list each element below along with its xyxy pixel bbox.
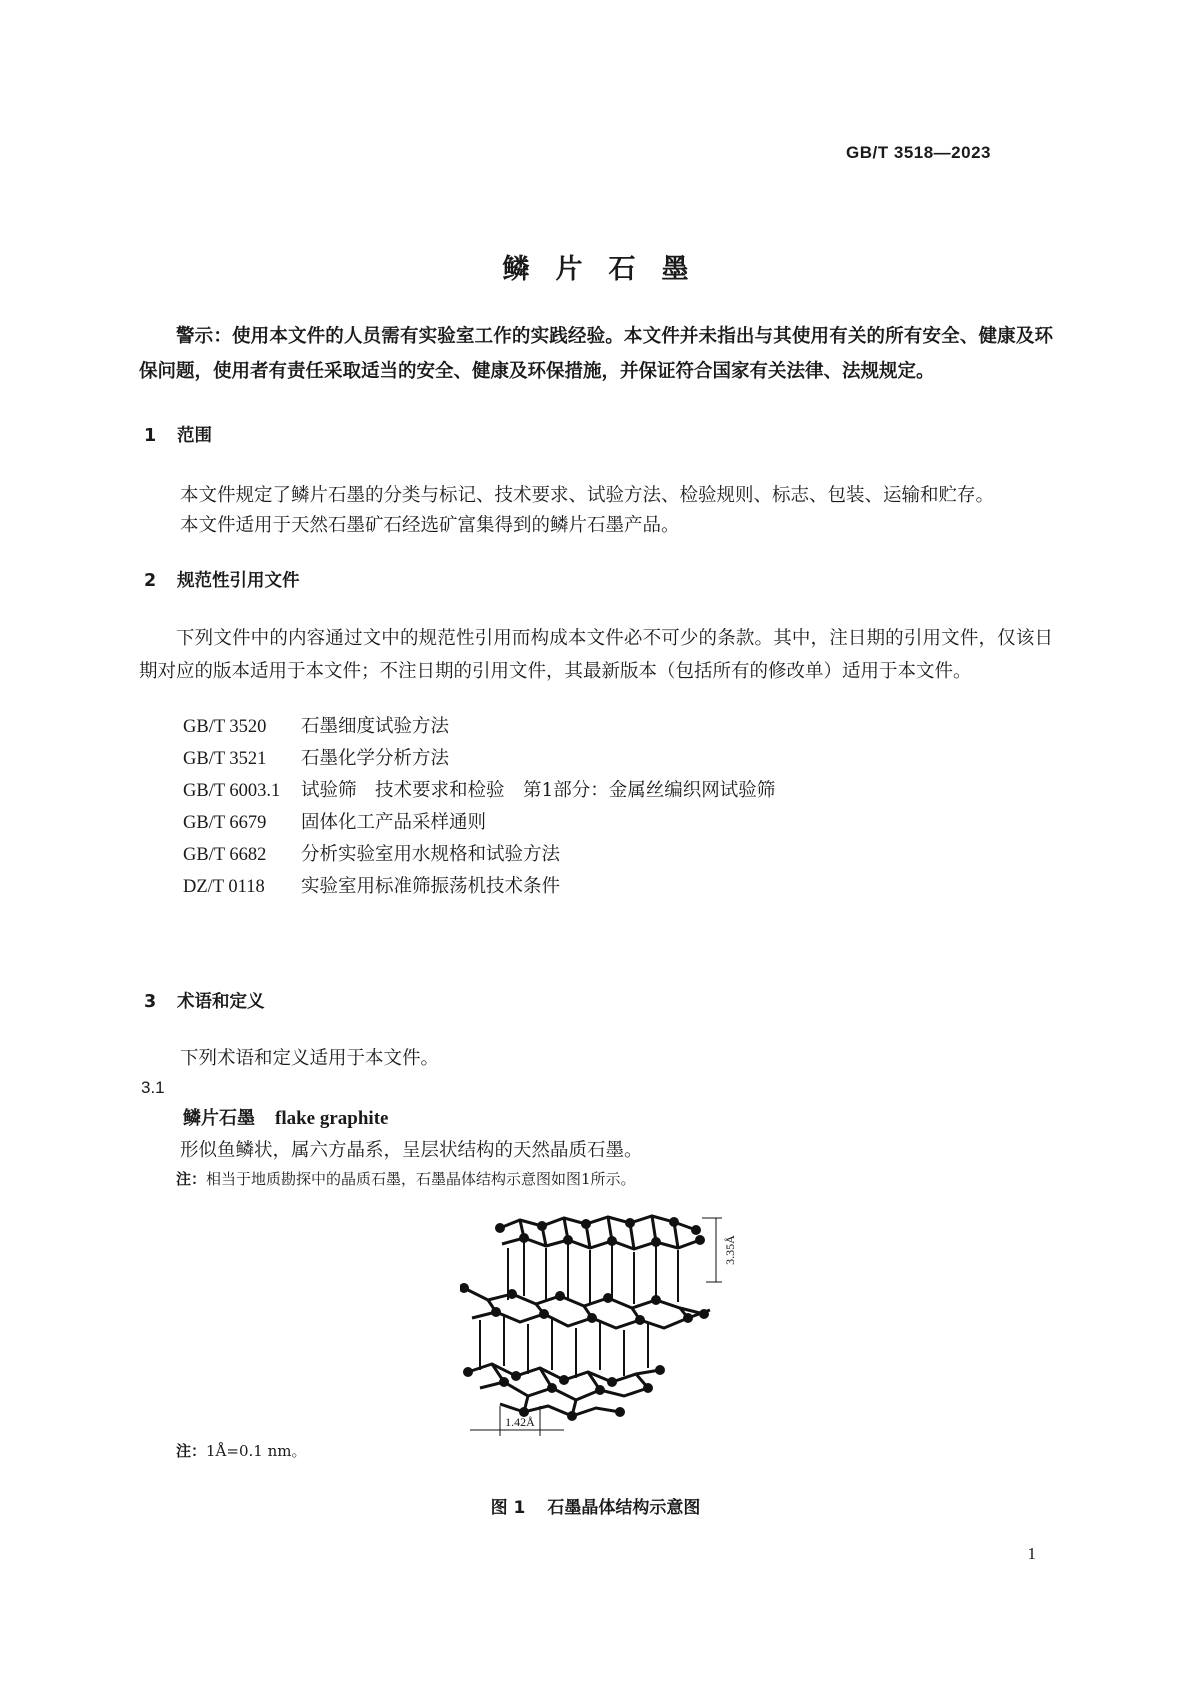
reference-item bbox=[183, 839, 775, 871]
section-title: 术语和定义 bbox=[177, 992, 265, 1012]
section-heading-terms bbox=[144, 988, 265, 1013]
graphite-layer-bottom bbox=[468, 1364, 660, 1416]
term-entry bbox=[183, 1104, 388, 1130]
clause-number: 3.1 bbox=[141, 1078, 165, 1097]
term-english: flake graphite bbox=[275, 1108, 389, 1129]
reference-item bbox=[183, 711, 775, 743]
reference-title: 实验室用标准筛振荡机技术条件 bbox=[301, 876, 561, 897]
figure-note bbox=[176, 1440, 306, 1461]
figure-caption bbox=[0, 1493, 1191, 1518]
reference-code: GB/T 6682 bbox=[183, 845, 267, 865]
reference-item bbox=[183, 775, 775, 807]
reference-code: GB/T 3521 bbox=[183, 749, 267, 769]
interlayer-distance-label: 3.35Å bbox=[723, 1235, 737, 1265]
section-number: 1 bbox=[144, 426, 157, 446]
term-definition: 形似鱼鳞状，属六方晶系，呈层状结构的天然晶质石墨。 bbox=[180, 1140, 643, 1161]
scope-paragraph-2: 本文件适用于天然石墨矿石经选矿富集得到的鳞片石墨产品。 bbox=[180, 515, 680, 536]
reference-title: 分析实验室用水规格和试验方法 bbox=[301, 844, 561, 865]
section-number: 2 bbox=[144, 571, 157, 591]
section-heading-scope bbox=[144, 422, 212, 447]
document-title: 鳞片石墨 bbox=[502, 254, 715, 285]
note-label: 注： bbox=[176, 1170, 207, 1188]
normative-intro-paragraph: 下列文件中的内容通过文中的规范性引用而构成本文件必不可少的条款。其中，注日期的引用文件，仅该日期对应的版本适用于本文件；不注日期的引用文件，其最新版本（包括所有的修改单）适用于本文件。 bbox=[139, 628, 1053, 682]
page-number: 1 bbox=[1027, 1544, 1036, 1563]
reference-code: GB/T 6679 bbox=[183, 813, 267, 833]
note-text: 相当于地质勘探中的晶质石墨，石墨晶体结构示意图如图1所示。 bbox=[206, 1170, 636, 1188]
warning-paragraph: 警示：使用本文件的人员需有实验室工作的实践经验。本文件并未指出与其使用有关的所有安全、健康及环保问题，使用者有责任采取适当的安全、健康及环保措施，并保证符合国家有关法律、法规规定。 bbox=[139, 326, 1053, 382]
reference-code: GB/T 3520 bbox=[183, 717, 267, 737]
figure-title: 石墨晶体结构示意图 bbox=[547, 1498, 701, 1518]
note-text: 1Å=0.1 nm。 bbox=[206, 1442, 307, 1460]
section-title: 范围 bbox=[177, 426, 212, 446]
section-title: 规范性引用文件 bbox=[177, 571, 300, 591]
interlayer-bonds-upper bbox=[508, 1242, 678, 1304]
reference-item bbox=[183, 743, 775, 775]
note-label: 注： bbox=[176, 1442, 207, 1460]
reference-code: GB/T 6003.1 bbox=[183, 781, 281, 801]
section-heading-normative-references bbox=[144, 567, 300, 592]
interlayer-distance-marker bbox=[702, 1218, 722, 1282]
standard-number: GB/T 3518—2023 bbox=[846, 143, 991, 162]
reference-item bbox=[183, 807, 775, 839]
scope-paragraph-1: 本文件规定了鳞片石墨的分类与标记、技术要求、试验方法、检验规则、标志、包装、运输和贮存。 bbox=[180, 485, 995, 506]
terms-intro: 下列术语和定义适用于本文件。 bbox=[180, 1048, 440, 1069]
section-number: 3 bbox=[144, 992, 157, 1012]
reference-title: 石墨细度试验方法 bbox=[301, 716, 450, 737]
term-note bbox=[176, 1168, 636, 1189]
reference-code: DZ/T 0118 bbox=[183, 877, 265, 897]
term-chinese: 鳞片石墨 bbox=[183, 1108, 255, 1129]
reference-list bbox=[183, 711, 775, 903]
bond-length-label: 1.42Å bbox=[505, 1415, 535, 1429]
figure-number: 图 1 bbox=[490, 1498, 526, 1518]
reference-title: 石墨化学分析方法 bbox=[301, 748, 450, 769]
reference-title: 试验筛 技术要求和检验 第1部分：金属丝编织网试验筛 bbox=[301, 780, 776, 801]
reference-title: 固体化工产品采样通则 bbox=[301, 812, 487, 833]
reference-item bbox=[183, 871, 775, 903]
graphite-structure-diagram bbox=[460, 1200, 760, 1442]
